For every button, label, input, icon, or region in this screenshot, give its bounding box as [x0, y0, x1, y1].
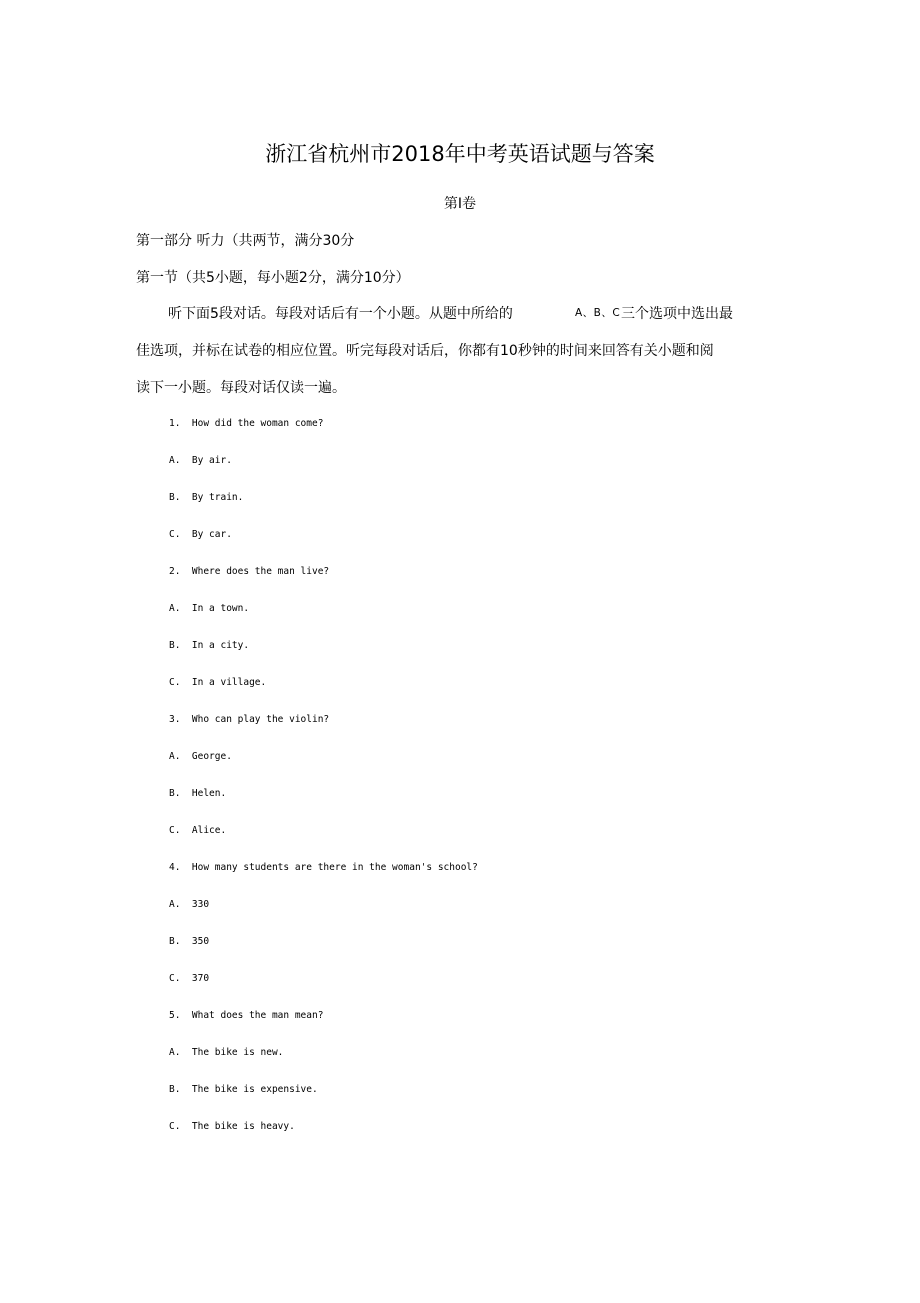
answer-option: A. By air. — [169, 455, 232, 466]
answer-option: B. In a city. — [169, 640, 250, 651]
question-stem: 3. Who can play the violin? — [169, 714, 330, 725]
instruction-line-1c: 三个选项中选出最 — [621, 306, 733, 322]
answer-option: A. 330 — [169, 899, 210, 910]
answer-option: B. The bike is expensive. — [169, 1084, 318, 1095]
instruction-line-1b: A、B、C — [575, 307, 621, 319]
section-heading: 第一节（共5小题，每小题2分，满分10分） — [136, 270, 410, 286]
answer-option: C. By car. — [169, 529, 232, 540]
question-stem: 5. What does the man mean? — [169, 1010, 324, 1021]
question-stem: 4. How many students are there in the woman's school? — [169, 862, 478, 873]
answer-option: B. 350 — [169, 936, 210, 947]
answer-option: A. The bike is new. — [169, 1047, 284, 1058]
volume-label: 第Ⅰ卷 — [443, 196, 477, 212]
instruction-line-1a: 听下面5段对话。每段对话后有一个小题。从题中所给的 — [168, 306, 513, 322]
answer-option: C. 370 — [169, 973, 210, 984]
instruction-line-2: 佳选项，并标在试卷的相应位置。听完每段对话后，你都有10秒钟的时间来回答有关小题和阅 — [136, 343, 714, 359]
question-stem: 2. Where does the man live? — [169, 566, 330, 577]
document-title: 浙江省杭州市2018年中考英语试题与答案 — [265, 142, 655, 166]
question-stem: 1. How did the woman come? — [169, 418, 324, 429]
answer-option: B. By train. — [169, 492, 244, 503]
answer-option: A. George. — [169, 751, 232, 762]
answer-option: C. In a village. — [169, 677, 267, 688]
instruction-line-3: 读下一小题。每段对话仅读一遍。 — [136, 380, 346, 396]
part-heading: 第一部分 听力（共两节，满分30分 — [136, 233, 355, 249]
answer-option: C. Alice. — [169, 825, 227, 836]
answer-option: C. The bike is heavy. — [169, 1121, 295, 1132]
answer-option: B. Helen. — [169, 788, 227, 799]
answer-option: A. In a town. — [169, 603, 250, 614]
